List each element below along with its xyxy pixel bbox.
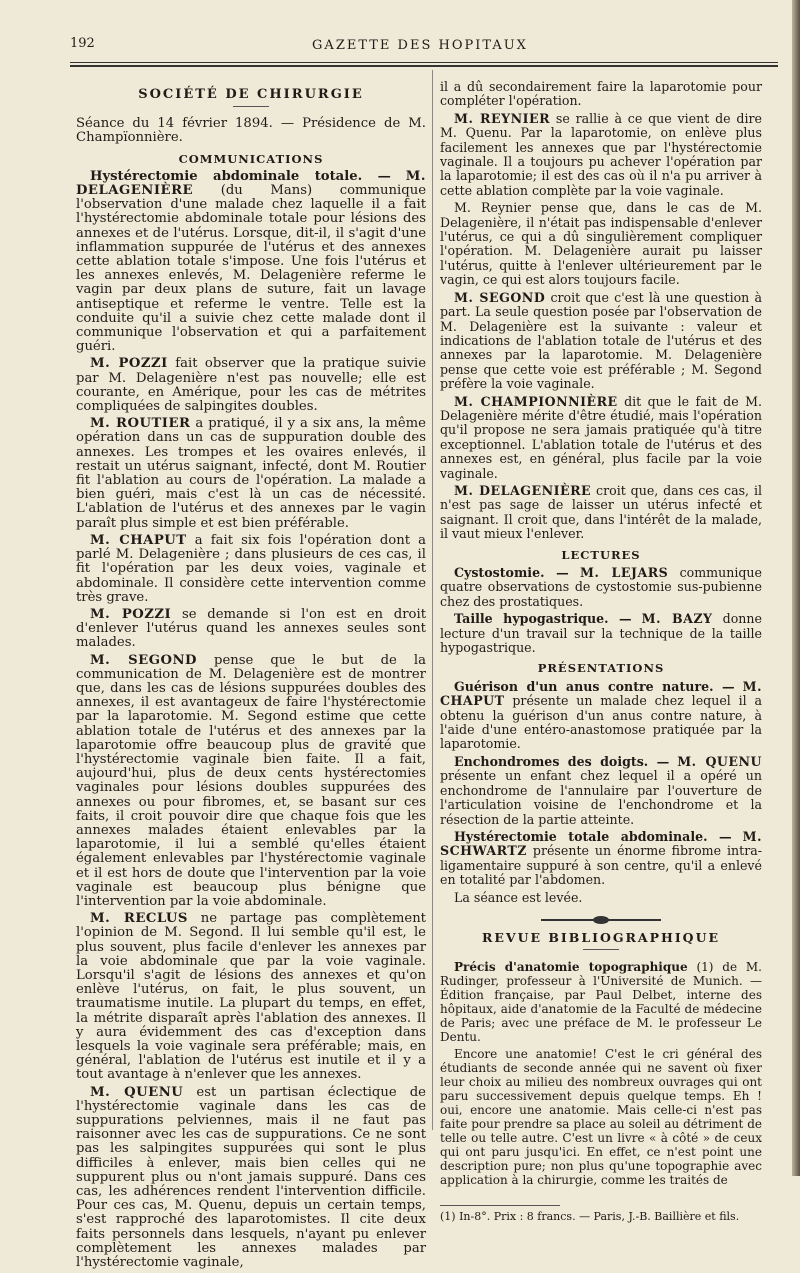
paragraph [76,1086,426,1271]
speaker-name: M. ROUTIER [90,416,191,432]
ornamental-rule [541,919,661,921]
paragraph [440,291,762,392]
paragraph [76,608,426,651]
paragraph [76,357,426,414]
speaker-name: M. DELAGENIÈRE [454,482,592,498]
paragraph-text: fait observer que la pratique suivie par M. Delagenière n'est pas nouvelle; elle est courante, en Amérique, pour les cas de métrites compliquées de salpingites doubles. [76,356,427,415]
paragraph [76,654,426,910]
footnote-rule [440,1205,560,1206]
paragraph-text: ne partage pas complètement l'opinion de M. Segond. Il lui semble qu'il est, le plus souvent, plus facile d'enlever les annexes par la voie abdominale que par la voie vaginale. Lorsqu'il s'agit de lésions des annexes et qu'on enlève l'utérus, on fait, le plus souvent, un traumatisme inutile. La plupart du temps, en effet, la métrite disparaît après l'ablation des annexes. Il y aura évidemment des cas d'exception dans lesquels la voie vaginale sera préférable; mais, en général, l'ablation de l'utérus est inutile et il y a tout avantage à n'enlever que les annexes. [76,911,426,1083]
speaker-name: M. QUENU [677,753,762,769]
speaker-name: M. QUENU [90,1084,184,1100]
page-spine-edge [792,0,800,1176]
speaker-name: M. CHAPUT [90,532,187,548]
speaker-name: M. BAZY [641,611,713,627]
left-column [76,80,426,1273]
article-title: Guérison d'un anus contre nature. — [454,678,735,694]
paragraph [76,417,426,531]
seance-line: Séance du 14 février 1894. — Présidence de M. Champïonnière. [76,116,426,146]
speaker-name: M. RECLUS [90,911,188,927]
paragraph-text: se demande si l'on est en droit d'enlever l'utérus quand les annexes seules sont malades. [76,606,426,651]
speaker-name: M. REYNIER [454,110,551,126]
paragraph-text: se rallie à ce que vient de dire M. Quenu. Par la laparotomie, on enlève plus facilement les annexes que par l'hystérectomie vaginale. Il a toujours pu achever l'opération par la laparotomie; il est des cas où il n'a pu arriver à cette ablation complète par la voie vaginale. [440,110,762,198]
article-title: Hystérectomie totale abdominale. — [454,828,732,844]
paragraph-text: dit que le fait de M. Delagenière mérite d'être étudié, mais l'opération qu'il propose ne sera jamais pratiquée qu'à titre exceptionnel. L'ablation totale de l'utérus et des annexes est, en général, plus facile par la voie vaginale. [440,393,762,481]
paragraph-text: a fait six fois l'opération dont a parlé M. Delagenière ; dans plusieurs de ces cas, il fit l'opération par les deux voies, vaginale et abdominale. Il considère cette intervention comme très grave. [76,532,426,605]
title-rule [233,106,269,107]
footnote: (1) In-8°. Prix : 8 francs. — Paris, J.-B. Baillière et fils. [440,1210,740,1224]
article-title: Taille hypogastrique. — [454,611,632,627]
column-divider [432,70,433,1130]
communications-heading: COMMUNICATIONS [178,151,324,166]
revue-heading: REVUE BIBLIOGRAPHIQUE [481,929,721,945]
paragraph-text: présente un malade chez lequel il a obtenu la guérison d'un anus contre nature, à l'aide d'une entéro-anastomose pratiquée par la laparotomie. [440,693,762,752]
paragraph [76,534,426,605]
paragraph-text: présente un enfant chez lequel il a opéré un enchondrome de l'annulaire par l'ouverture de l'articulation voisine de l'enchondrome et la résection de la partie atteinte. [440,768,762,827]
paragraph [76,912,426,1082]
speaker-name: M. SEGOND [454,289,546,305]
paragraph [440,566,762,609]
speaker-name: M. DELAGENIÈRE [76,168,426,199]
speaker-name: M. POZZI [90,606,172,622]
paragraph [440,960,762,1044]
paragraph-text: donne lecture d'un travail sur la technique de la taille hypogastrique. [440,611,762,656]
article-title: Enchondromes des doigts. — [454,753,670,769]
running-head: GAZETTE DES HOPITAUX [312,38,528,53]
paragraph [440,830,762,888]
right-column [440,80,762,1228]
speaker-name: M. SEGOND [90,652,197,668]
paragraph-text: croit que, dans ces cas, il n'est pas sage de laisser un utérus infecté et saignant. Il croit que, dans l'intérêt de la malade, il vaut mieux l'enlever. [440,482,762,542]
title-rule [583,949,619,950]
speaker-name: M. POZZI [90,356,168,372]
header-rule [70,62,778,63]
paragraph-continuation: il a dû secondairement faire la laparotomie pour compléter l'opération. [440,79,762,109]
article-title: Cystostomie. — [454,565,569,580]
paragraph [440,680,762,752]
paragraph: Encore une anatomie! C'est le cri général des étudiants de seconde année qui ne savent où fixer leur choix au milieu des nombreux ouvrages qui ont paru successivement depuis quelque temps. Eh ! oui, encore une anatomie. Mais celle-ci n'est pas faite pour prendre sa place au soleil au détriment de telle ou telle autre. C'est un livre « à côté » de ceux qui ont paru jusqu'ici. En effet, ce n'est point une description pure; non plus qu'une topographie avec application à la chirurgie, comme les traités de [440,1047,762,1188]
article-title: Hystérectomie abdominale totale. — [90,168,391,184]
lectures-heading: LECTURES [561,547,641,562]
section-title: SOCIÉTÉ DE CHIRURGIE [138,87,364,102]
header-rule-thick [70,65,778,67]
article-title: Précis d'anatomie topographique [454,960,688,975]
paragraph-text: a pratiqué, il y a six ans, la même opération dans un cas de suppuration double des annexes. Les trompes et les ovaires enlevés, il restait un utérus saignant, infecté, dont M. Routier fit l'ablation au cours de l'opération. La malade a bien guéri, mais c'est là un cas de nécessité. L'ablation de l'utérus et des annexes par le vagin paraît plus simple et est bien préférable. [76,416,426,531]
page-number: 192 [70,36,95,51]
paragraph [440,112,762,198]
speaker-name: M. CHAMPIONNIÈRE [454,393,618,409]
paragraph [440,612,762,655]
paragraph: M. Reynier pense que, dans le cas de M. Delagenière, il n'était pas indispensable d'enlever l'utérus, ce qui a dû singulièrement compliquer l'opération. M. Delagenière aurait pu laisser l'utérus, quitte à l'enlever ultérieurement par le vagin, ce qui est alors toujours facile. [440,200,762,288]
paragraph [76,170,426,355]
paragraph-text: communique quatre observations de cystostomie sus-pubienne chez des prostatiques. [440,565,762,609]
paragraph-text: (1) de M. Rudinger, professeur à l'Université de Munich. — Édition française, par Paul Delbet, interne des hôpitaux, aide d'anatomie de la Faculté de médecine de Paris; avec une préface de M. le professeur Le Dentu. [440,960,762,1045]
paragraph-text: présente un énorme fibrome intra-ligamentaire suppuré à son centre, qu'il a enlevé en totalité par l'abdomen. [440,843,762,888]
paragraph [440,484,762,542]
paragraph [440,755,762,827]
paragraph-text: croit que c'est là une question à part. La seule question posée par l'observation de M. Delagenière est la suivante : valeur et indications de l'ablation totale de l'utérus et des annexes par la laparotomie. M. Delagenière pense que cette voie est préférable ; M. Segond préfère la voie vaginale. [440,289,762,392]
paragraph-text: est un partisan éclectique de l'hystérectomie vaginale dans les cas de suppurations pelviennes, mais il ne faut pas raisonner avec les cas de suppurations. Ce ne sont pas les salpingites suppurées qui sont le plus difficiles à enlever, mais bien celles qui ne suppurent plus ou n'ont jamais suppuré. Dans ces cas, les adhérences rendent l'intervention difficile. Pour ces cas, M. Quenu, depuis un certain temps, s'est rapproché des laparotomistes. Il cite deux faits personnels dans lesquels, n'ayant pu enlever complètement les annexes malades par l'hystérectomie vaginale, [76,1084,426,1271]
speaker-name: M. LEJARS [580,565,669,580]
speaker-name: M. CHAPUT [440,678,762,709]
paragraph: La séance est levée. [454,889,583,905]
paragraph-text: pense que le but de la communication de M. Delagenière est de montrer que, dans les cas de lésions suppurées doubles des annexes, il est avantageux de faire l'hystérectomie par la laparotomie. M. Segond estime que cette ablation totale de l'utérus et des annexes par la laparotomie offre beaucoup plus de gravité que l'hystérectomie vaginale bien faite. Il a fait, aujourd'hui, plus de deux cents hystérectomies vaginales pour lésions doubles suppurées des annexes ou pour fibromes, et, se basant sur ces faits, il croit pouvoir dire que chaque fois que les annexes malades étaient enlevables par la laparotomie, il lui a semblé qu'elles étaient également enlevables par l'hystérectomie vaginale et il est hors de doute que l'intervention par la voie vaginale est beaucoup plus bénigne que l'intervention par la voie abdominale. [76,652,426,909]
paragraph [440,395,762,481]
presentations-heading: PRÉSENTATIONS [537,661,665,676]
speaker-name: M. SCHWARTZ [440,828,762,859]
paragraph-text: (du Mans) communique l'observation d'une malade chez laquelle il a fait l'hystérectomie abdominale totale pour lésions des annexes et de l'utérus. Lorsque, dit-il, il s'agit d'une inflammation suppurée de l'utérus et des annexes cette ablation totale s'impose. Une fois l'utérus et les annexes enlevés, M. Delagenière referme le vagin par deux plans de suture, fait un lavage antiseptique et referme le ventre. Telle est la conduite qu'il a suivie chez cette malade dont il communique l'observation et qui a parfaitement guéri. [76,183,426,355]
ornament [593,916,609,924]
